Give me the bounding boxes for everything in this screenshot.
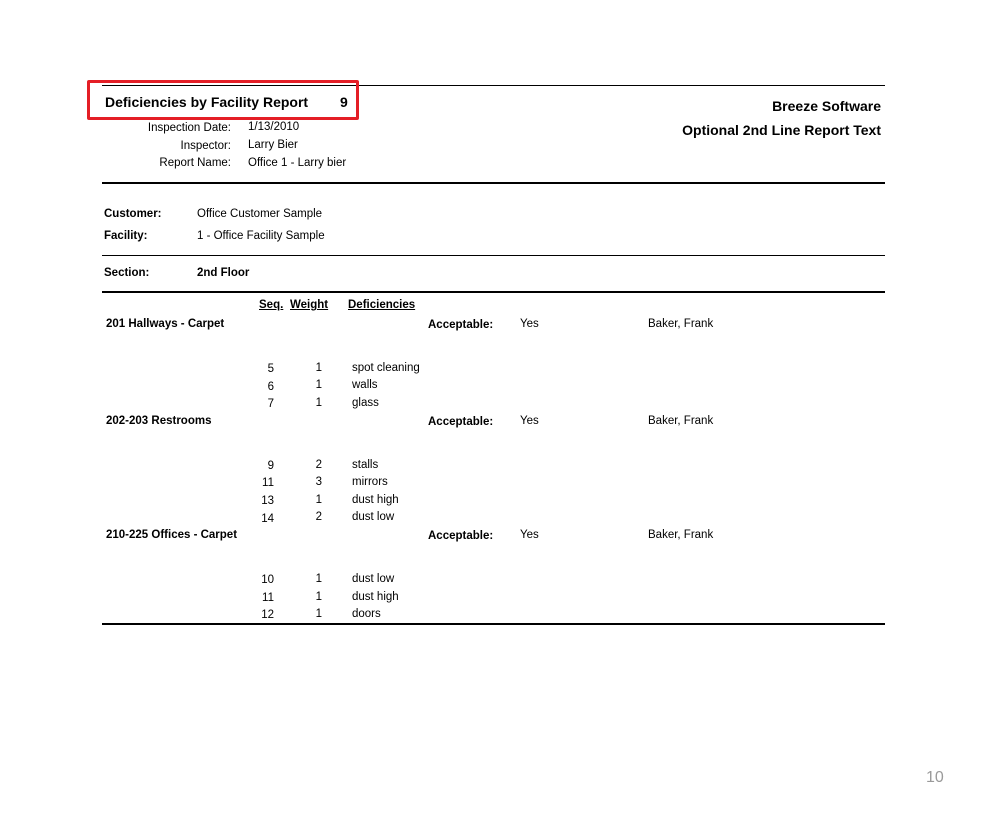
bottom-rule (102, 623, 885, 625)
acceptable-value: Yes (520, 529, 539, 541)
responsible-person: Baker, Frank (648, 318, 714, 330)
weight-value: 1 (315, 573, 322, 585)
deficiency-text: dust low (352, 573, 395, 585)
facility-rule (102, 255, 885, 256)
weight-value: 1 (315, 591, 322, 603)
area-name: 210-225 Offices - Carpet (106, 529, 238, 541)
seq-value: 13 (261, 495, 274, 507)
deficiency-text: dust high (352, 494, 399, 506)
seq-value: 10 (261, 574, 274, 586)
inspection-date-label: Inspection Date: (147, 122, 231, 134)
weight-value: 1 (315, 494, 322, 506)
column-header-deficiencies: Deficiencies (348, 299, 416, 311)
deficiency-text: spot cleaning (352, 362, 420, 374)
deficiency-text: dust high (352, 591, 399, 603)
area-name: 202-203 Restrooms (106, 415, 212, 427)
responsible-person: Baker, Frank (648, 529, 714, 541)
report-name-value: Office 1 - Larry bier (248, 157, 347, 169)
seq-value: 9 (267, 460, 274, 472)
column-header-seq: Seq. (259, 299, 284, 311)
seq-value: 11 (262, 477, 274, 489)
seq-value: 7 (267, 398, 274, 410)
weight-value: 2 (315, 459, 322, 471)
inspector-value: Larry Bier (248, 139, 298, 151)
customer-value: Office Customer Sample (197, 208, 323, 220)
weight-value: 1 (315, 362, 322, 374)
weight-value: 1 (315, 397, 322, 409)
company-name: Breeze Software (772, 98, 881, 114)
facility-label: Facility: (104, 230, 148, 242)
page-number: 10 (926, 769, 944, 786)
inspection-date-value: 1/13/2010 (248, 121, 300, 133)
acceptable-label: Acceptable: (428, 319, 494, 331)
acceptable-label: Acceptable: (428, 530, 494, 542)
report-number: 9 (340, 94, 348, 110)
section-rule (102, 291, 885, 293)
weight-value: 3 (315, 476, 322, 488)
responsible-person: Baker, Frank (648, 415, 714, 427)
seq-value: 6 (267, 381, 274, 393)
report-subtitle: Optional 2nd Line Report Text (682, 122, 881, 138)
weight-value: 1 (315, 379, 322, 391)
acceptable-value: Yes (520, 415, 539, 427)
deficiency-text: doors (352, 608, 381, 620)
header-rule (102, 182, 885, 184)
weight-value: 2 (315, 511, 322, 523)
facility-value: 1 - Office Facility Sample (197, 230, 325, 242)
seq-value: 14 (261, 513, 274, 525)
acceptable-label: Acceptable: (428, 416, 494, 428)
deficiency-text: walls (352, 379, 378, 391)
weight-value: 1 (315, 608, 322, 620)
section-label: Section: (104, 267, 150, 279)
report-title: Deficiencies by Facility Report (105, 94, 309, 110)
seq-value: 5 (267, 363, 274, 375)
deficiency-text: stalls (352, 459, 379, 471)
customer-label: Customer: (104, 208, 162, 220)
report-name-label: Report Name: (159, 157, 231, 169)
column-header-weight: Weight (290, 299, 329, 311)
deficiency-text: glass (352, 397, 379, 409)
deficiency-text: dust low (352, 511, 395, 523)
inspector-label: Inspector: (180, 140, 231, 152)
seq-value: 12 (261, 609, 274, 621)
seq-value: 11 (262, 592, 274, 604)
section-value: 2nd Floor (197, 267, 250, 279)
acceptable-value: Yes (520, 318, 539, 330)
deficiency-text: mirrors (352, 476, 388, 488)
area-name: 201 Hallways - Carpet (106, 318, 225, 330)
